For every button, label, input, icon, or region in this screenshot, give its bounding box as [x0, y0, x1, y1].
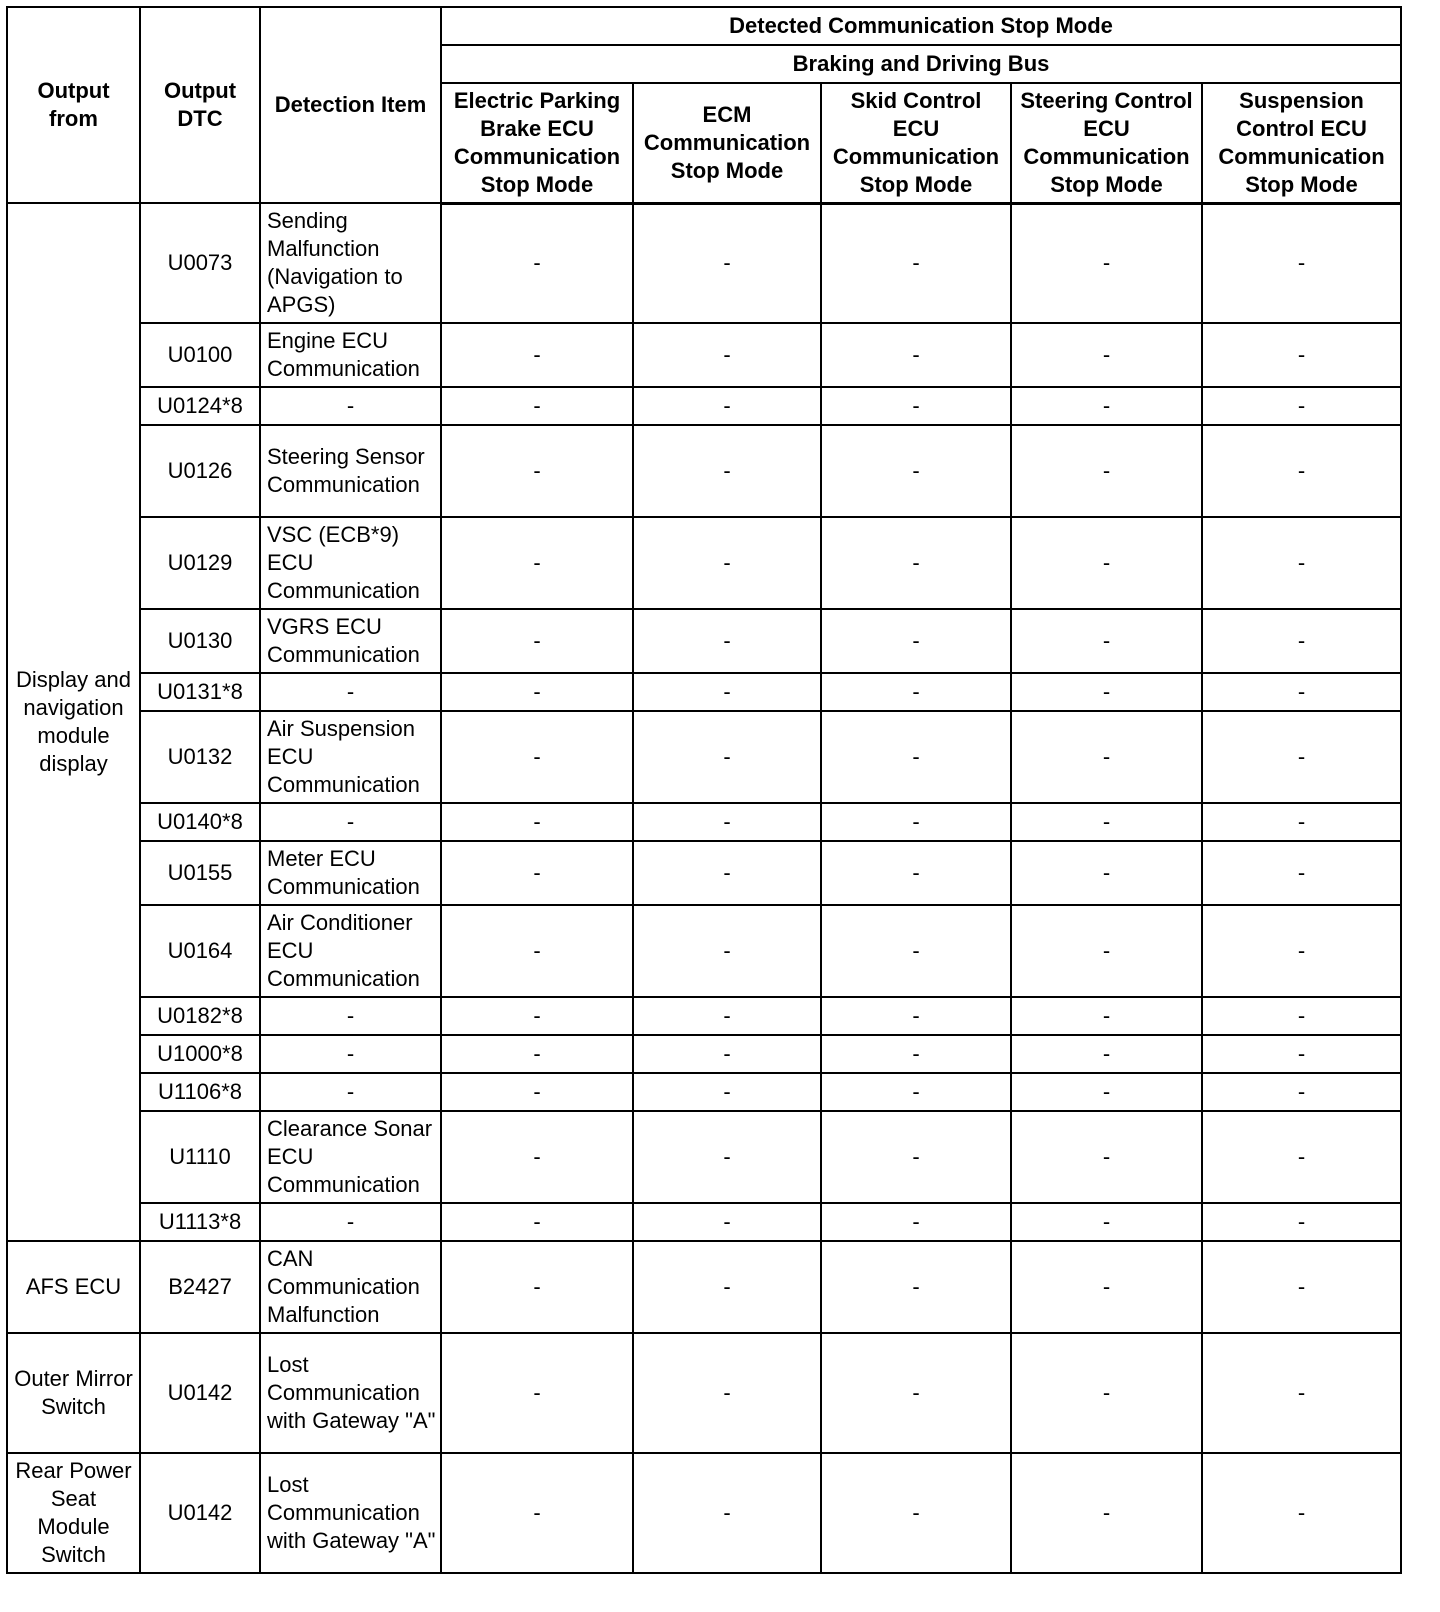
- dtc-cell: U0130: [140, 609, 260, 673]
- detection-item-cell: VSC (ECB*9) ECU Communication: [260, 517, 441, 609]
- mode-value-cell: -: [633, 1111, 821, 1203]
- output-from-cell: Rear Power Seat Module Switch: [7, 1453, 140, 1573]
- table-row: [7, 323, 1401, 387]
- mode-value-cell: -: [441, 203, 633, 323]
- mode-value-cell: -: [1011, 1035, 1202, 1073]
- mode-value-cell: -: [1011, 1073, 1202, 1111]
- table-row: [7, 203, 1401, 323]
- dtc-cell: U0073: [140, 203, 260, 323]
- output-from-cell: Outer Mirror Switch: [7, 1333, 140, 1453]
- dtc-cell: U0126: [140, 425, 260, 517]
- mode-value-cell: -: [441, 1111, 633, 1203]
- mode-value-cell: -: [1202, 1073, 1401, 1111]
- detection-item-cell: Air Suspension ECU Communication: [260, 711, 441, 803]
- detection-item-cell: -: [260, 673, 441, 711]
- output-from-cell: AFS ECU: [7, 1241, 140, 1333]
- mode-value-cell: -: [1011, 1111, 1202, 1203]
- mode-value-cell: -: [441, 1073, 633, 1111]
- header-mode-skid: Skid Control ECU Communication Stop Mode: [821, 83, 1011, 203]
- header-output-dtc: Output DTC: [140, 7, 260, 203]
- header-mode-suspension: Suspension Control ECU Communication Stop Mode: [1202, 83, 1401, 203]
- mode-value-cell: -: [821, 1111, 1011, 1203]
- output-from-cell: Display and navigation module display: [7, 203, 140, 1241]
- mode-value-cell: -: [1011, 203, 1202, 323]
- detection-item-cell: Air Conditioner ECU Communication: [260, 905, 441, 997]
- dtc-communication-table: [6, 6, 1402, 1574]
- mode-value-cell: -: [821, 1241, 1011, 1333]
- detection-item-cell: Clearance Sonar ECU Communication: [260, 1111, 441, 1203]
- mode-value-cell: -: [1202, 517, 1401, 609]
- detection-item-cell: Engine ECU Communication: [260, 323, 441, 387]
- mode-value-cell: -: [821, 1203, 1011, 1241]
- mode-value-cell: -: [1202, 1241, 1401, 1333]
- mode-value-cell: -: [1011, 1453, 1202, 1573]
- mode-value-cell: -: [633, 609, 821, 673]
- mode-value-cell: -: [633, 1333, 821, 1453]
- mode-value-cell: -: [1202, 997, 1401, 1035]
- mode-value-cell: -: [821, 1073, 1011, 1111]
- mode-value-cell: -: [1202, 841, 1401, 905]
- detection-item-cell: VGRS ECU Communication: [260, 609, 441, 673]
- table-row: [7, 387, 1401, 425]
- mode-value-cell: -: [633, 323, 821, 387]
- table-row: [7, 997, 1401, 1035]
- dtc-cell: U0140*8: [140, 803, 260, 841]
- mode-value-cell: -: [821, 609, 1011, 673]
- mode-value-cell: -: [1202, 609, 1401, 673]
- mode-value-cell: -: [441, 517, 633, 609]
- dtc-cell: U0182*8: [140, 997, 260, 1035]
- mode-value-cell: -: [1202, 1035, 1401, 1073]
- mode-value-cell: -: [1202, 387, 1401, 425]
- mode-value-cell: -: [633, 997, 821, 1035]
- detection-item-cell: Sending Malfunction (Navigation to APGS): [260, 203, 441, 323]
- mode-value-cell: -: [821, 997, 1011, 1035]
- table-row: [7, 1035, 1401, 1073]
- table-row: [7, 517, 1401, 609]
- mode-value-cell: -: [1011, 517, 1202, 609]
- header-output-from: Output from: [7, 7, 140, 203]
- detection-item-cell: Lost Communication with Gateway "A": [260, 1333, 441, 1453]
- dtc-cell: U1110: [140, 1111, 260, 1203]
- mode-value-cell: -: [633, 1453, 821, 1573]
- mode-value-cell: -: [821, 803, 1011, 841]
- mode-value-cell: -: [633, 1203, 821, 1241]
- dtc-cell: U0100: [140, 323, 260, 387]
- detection-item-cell: -: [260, 1073, 441, 1111]
- dtc-cell: U0129: [140, 517, 260, 609]
- mode-value-cell: -: [821, 323, 1011, 387]
- detection-item-cell: -: [260, 997, 441, 1035]
- table-row: [7, 711, 1401, 803]
- mode-value-cell: -: [1011, 1203, 1202, 1241]
- mode-value-cell: -: [633, 1241, 821, 1333]
- header-bus: Braking and Driving Bus: [441, 45, 1401, 83]
- mode-value-cell: -: [633, 905, 821, 997]
- mode-value-cell: -: [441, 673, 633, 711]
- mode-value-cell: -: [1202, 803, 1401, 841]
- dtc-cell: U0164: [140, 905, 260, 997]
- table-body: [7, 203, 1401, 1573]
- detection-item-cell: CAN Communication Malfunction: [260, 1241, 441, 1333]
- mode-value-cell: -: [1202, 1203, 1401, 1241]
- mode-value-cell: -: [1011, 673, 1202, 711]
- mode-value-cell: -: [1202, 1453, 1401, 1573]
- dtc-cell: U1000*8: [140, 1035, 260, 1073]
- mode-value-cell: -: [633, 1073, 821, 1111]
- detection-item-cell: Lost Communication with Gateway "A": [260, 1453, 441, 1573]
- header-mode-steering: Steering Control ECU Communication Stop Mode: [1011, 83, 1202, 203]
- detection-item-cell: Meter ECU Communication: [260, 841, 441, 905]
- table-row: [7, 1073, 1401, 1111]
- mode-value-cell: -: [441, 1035, 633, 1073]
- detection-item-cell: -: [260, 1035, 441, 1073]
- mode-value-cell: -: [441, 841, 633, 905]
- mode-value-cell: -: [821, 711, 1011, 803]
- header-detected-mode: Detected Communication Stop Mode: [441, 7, 1401, 45]
- mode-value-cell: -: [441, 387, 633, 425]
- mode-value-cell: -: [633, 425, 821, 517]
- table-row: [7, 1111, 1401, 1203]
- mode-value-cell: -: [821, 1453, 1011, 1573]
- mode-value-cell: -: [821, 1035, 1011, 1073]
- table-row: [7, 841, 1401, 905]
- mode-value-cell: -: [1202, 711, 1401, 803]
- mode-value-cell: -: [441, 1333, 633, 1453]
- mode-value-cell: -: [1011, 609, 1202, 673]
- mode-value-cell: -: [633, 711, 821, 803]
- mode-value-cell: -: [1011, 425, 1202, 517]
- mode-value-cell: -: [1202, 203, 1401, 323]
- mode-value-cell: -: [441, 803, 633, 841]
- mode-value-cell: -: [1011, 711, 1202, 803]
- mode-value-cell: -: [1202, 673, 1401, 711]
- mode-value-cell: -: [633, 673, 821, 711]
- mode-value-cell: -: [1011, 1333, 1202, 1453]
- mode-value-cell: -: [633, 803, 821, 841]
- mode-value-cell: -: [821, 517, 1011, 609]
- mode-value-cell: -: [821, 1333, 1011, 1453]
- mode-value-cell: -: [441, 1241, 633, 1333]
- mode-value-cell: -: [633, 387, 821, 425]
- table-row: [7, 905, 1401, 997]
- mode-value-cell: -: [1011, 841, 1202, 905]
- mode-value-cell: -: [821, 841, 1011, 905]
- detection-item-cell: -: [260, 1203, 441, 1241]
- detection-item-cell: Steering Sensor Communication: [260, 425, 441, 517]
- mode-value-cell: -: [821, 387, 1011, 425]
- mode-value-cell: -: [1011, 905, 1202, 997]
- mode-value-cell: -: [1202, 905, 1401, 997]
- dtc-cell: U0142: [140, 1453, 260, 1573]
- dtc-cell: U0124*8: [140, 387, 260, 425]
- detection-item-cell: -: [260, 387, 441, 425]
- table-row: [7, 1453, 1401, 1573]
- mode-value-cell: -: [821, 203, 1011, 323]
- mode-value-cell: -: [633, 841, 821, 905]
- mode-value-cell: -: [1011, 1241, 1202, 1333]
- mode-value-cell: -: [1202, 1111, 1401, 1203]
- dtc-cell: U1106*8: [140, 1073, 260, 1111]
- dtc-cell: U0142: [140, 1333, 260, 1453]
- mode-value-cell: -: [1202, 323, 1401, 387]
- detection-item-cell: -: [260, 803, 441, 841]
- mode-value-cell: -: [1202, 1333, 1401, 1453]
- mode-value-cell: -: [633, 203, 821, 323]
- table-header: [7, 7, 1401, 203]
- table-row: [7, 1333, 1401, 1453]
- mode-value-cell: -: [633, 517, 821, 609]
- table-row: [7, 609, 1401, 673]
- mode-value-cell: -: [633, 1035, 821, 1073]
- mode-value-cell: -: [441, 711, 633, 803]
- mode-value-cell: -: [1011, 387, 1202, 425]
- mode-value-cell: -: [821, 905, 1011, 997]
- mode-value-cell: -: [441, 609, 633, 673]
- mode-value-cell: -: [821, 673, 1011, 711]
- dtc-cell: U0131*8: [140, 673, 260, 711]
- mode-value-cell: -: [441, 997, 633, 1035]
- mode-value-cell: -: [441, 425, 633, 517]
- mode-value-cell: -: [1011, 997, 1202, 1035]
- header-detection-item: Detection Item: [260, 7, 441, 203]
- mode-value-cell: -: [1011, 803, 1202, 841]
- table-row: [7, 425, 1401, 517]
- mode-value-cell: -: [441, 905, 633, 997]
- header-mode-epb: Electric Parking Brake ECU Communication Stop Mode: [441, 83, 633, 203]
- mode-value-cell: -: [1011, 323, 1202, 387]
- table-row: [7, 803, 1401, 841]
- table-row: [7, 1203, 1401, 1241]
- table-row: [7, 673, 1401, 711]
- dtc-cell: B2427: [140, 1241, 260, 1333]
- table-row: [7, 1241, 1401, 1333]
- header-mode-ecm: ECM Communication Stop Mode: [633, 83, 821, 203]
- dtc-cell: U0132: [140, 711, 260, 803]
- mode-value-cell: -: [441, 323, 633, 387]
- dtc-cell: U1113*8: [140, 1203, 260, 1241]
- mode-value-cell: -: [441, 1453, 633, 1573]
- mode-value-cell: -: [441, 1203, 633, 1241]
- mode-value-cell: -: [1202, 425, 1401, 517]
- mode-value-cell: -: [821, 425, 1011, 517]
- dtc-cell: U0155: [140, 841, 260, 905]
